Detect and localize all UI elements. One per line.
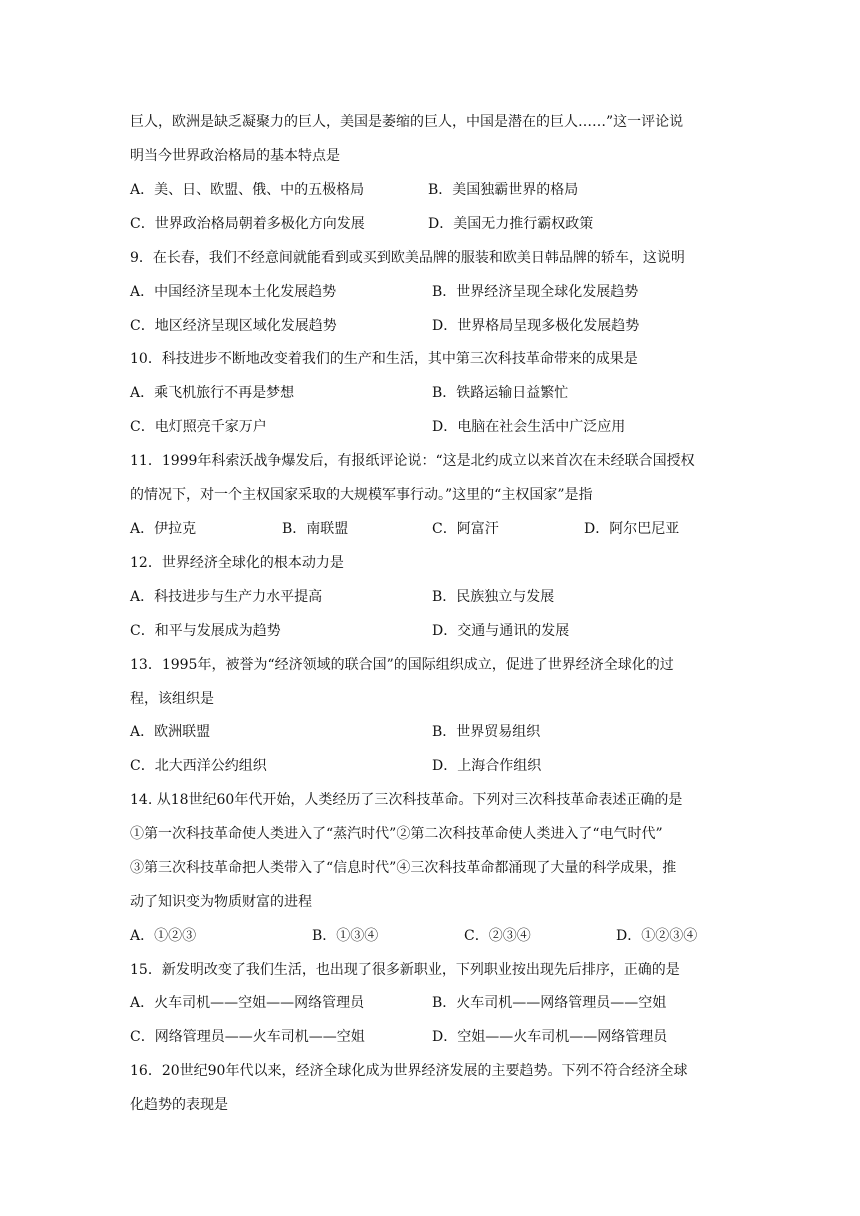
question-10-option-b: B．铁路运输日益繁忙 [432,385,569,401]
question-15-option-b: B．火车司机——网络管理员——空姐 [432,995,667,1011]
question-11-option-d: D．阿尔巴尼亚 [584,521,680,537]
question-8-option-d: D．美国无力推行霸权政策 [428,216,594,232]
question-8-option-c: C．世界政治格局朝着多极化方向发展 [130,216,365,232]
question-15-stem: 15．新发明改变了我们生活，也出现了很多新职业，下列职业按出现先后排序，正确的是 [130,962,680,978]
question-12-option-c: C．和平与发展成为趋势 [130,623,281,639]
question-9-option-b: B．世界经济呈现全球化发展趋势 [432,284,639,300]
question-13-stem-line-1: 13．1995年，被誉为“经济领域的联合国”的国际组织成立，促进了世界经济全球化的过 [130,657,674,673]
question-9-option-a: A．中国经济呈现本土化发展趋势 [130,284,337,300]
question-12-stem: 12．世界经济全球化的根本动力是 [130,555,344,571]
question-13-option-c: C．北大西洋公约组织 [130,758,267,774]
question-15-option-c: C．网络管理员——火车司机——空姐 [130,1029,365,1045]
question-14-option-a: A．①②③ [130,928,197,944]
question-11-option-a: A．伊拉克 [130,521,197,537]
question-9-option-d: D．世界格局呈现多极化发展趋势 [432,318,640,334]
question-11-stem-line-1: 11．1999年科索沃战争爆发后，有报纸评论说：“这是北约成立以来首次在未经联合国授权 [130,453,695,469]
question-16-stem-line-2: 化趋势的表现是 [130,1097,228,1113]
question-12-option-d: D．交通与通讯的发展 [432,623,570,639]
question-13-stem-line-2: 程，该组织是 [130,691,214,707]
question-15-option-a: A．火车司机——空姐——网络管理员 [130,995,365,1011]
question-9-stem: 9．在长春，我们不经意间就能看到或买到欧美品牌的服装和欧美日韩品牌的轿车，这说明 [130,250,685,266]
question-8-stem-line-1: 巨人，欧洲是缺乏凝聚力的巨人，美国是萎缩的巨人，中国是潜在的巨人……”这一评论说 [130,114,684,130]
question-14-option-d: D．①②③④ [616,928,698,944]
question-14-stem-line-4: 动了知识变为物质财富的进程 [130,894,312,910]
question-12-option-a: A．科技进步与生产力水平提高 [130,589,323,605]
question-8-option-a: A．美、日、欧盟、俄、中的五极格局 [130,182,365,198]
question-14-stem-line-3: ③第三次科技革命把人类带入了“信息时代”④三次科技革命都涌现了大量的科学成果，推 [130,860,677,876]
question-13-option-a: A．欧洲联盟 [130,724,211,740]
question-14-option-b: B．①③④ [312,928,379,944]
question-9-option-c: C．地区经济呈现区域化发展趋势 [130,318,337,334]
question-10-option-a: A．乘飞机旅行不再是梦想 [130,385,295,401]
question-16-stem-line-1: 16．20世纪90年代以来，经济全球化成为世界经济发展的主要趋势。下列不符合经济全球 [130,1063,688,1079]
question-15-option-d: D．空姐——火车司机——网络管理员 [432,1029,668,1045]
question-8-stem-line-2: 明当今世界政治格局的基本特点是 [130,148,340,164]
question-11-option-b: B．南联盟 [282,521,349,537]
question-12-option-b: B．民族独立与发展 [432,589,555,605]
question-10-stem: 10．科技进步不断地改变着我们的生产和生活，其中第三次科技革命带来的成果是 [130,351,638,367]
question-10-option-c: C．电灯照亮千家万户 [130,419,267,435]
question-13-option-b: B．世界贸易组织 [432,724,541,740]
question-14-stem-line-1: 14. 从18世纪60年代开始，人类经历了三次科技革命。下列对三次科技革命表述正确的是 [130,792,683,808]
question-11-stem-line-2: 的情况下，对一个主权国家采取的大规模军事行动。”这里的“主权国家”是指 [130,487,593,503]
question-8-option-b: B．美国独霸世界的格局 [428,182,579,198]
question-10-option-d: D．电脑在社会生活中广泛应用 [432,419,626,435]
question-13-option-d: D．上海合作组织 [432,758,542,774]
question-11-option-c: C．阿富汗 [432,521,499,537]
question-14-option-c: C．②③④ [464,928,531,944]
question-14-stem-line-2: ①第一次科技革命使人类进入了“蒸汽时代”②第二次科技革命使人类进入了“电气时代” [130,826,663,842]
